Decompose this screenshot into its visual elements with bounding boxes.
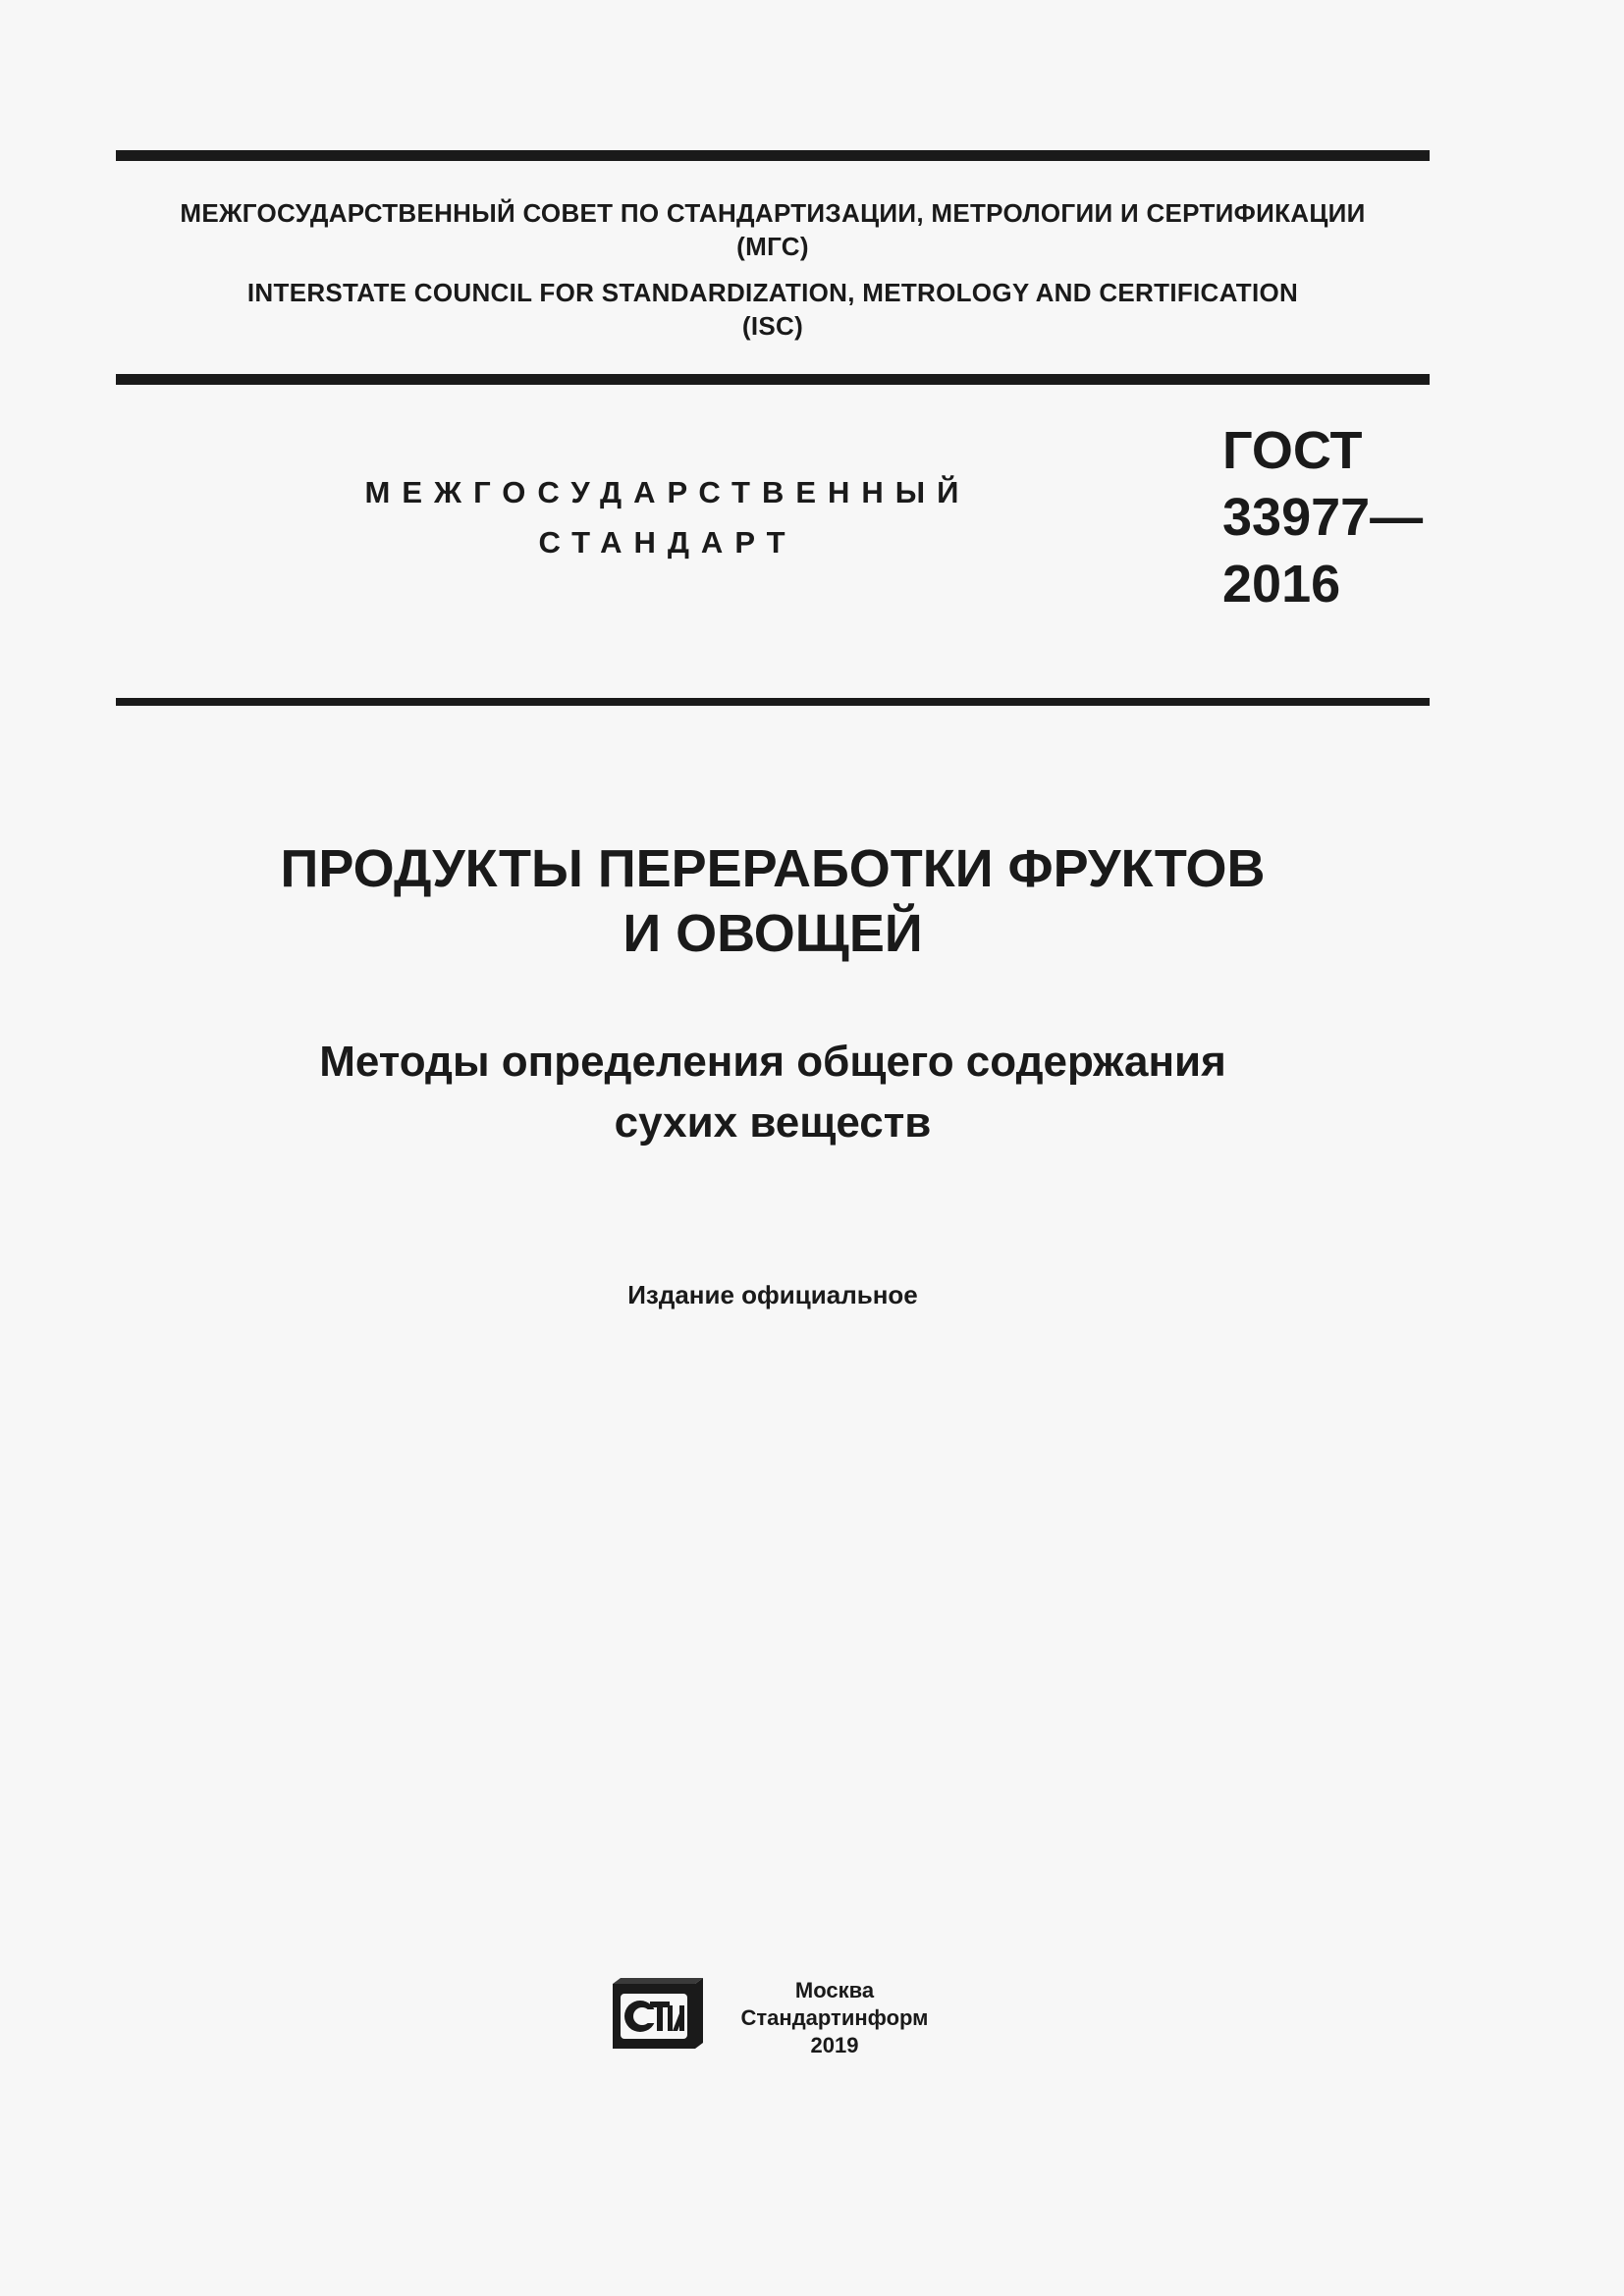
designation-number: 33977— [1222,488,1424,547]
document-subtitle [116,1032,1430,1153]
council-name-ru-line: МЕЖГОСУДАРСТВЕННЫЙ СОВЕТ ПО СТАНДАРТИЗАЦИИ, МЕТРОЛОГИИ И СЕРТИФИКАЦИИ [180,198,1366,228]
publisher-year: 2019 [810,2033,859,2057]
publisher-city: Москва [794,1978,875,2002]
publisher-block [715,1977,954,2059]
standard-type [353,467,982,567]
council-abbr-en: (ISC) [741,311,804,341]
designation-prefix: ГОСТ [1222,421,1363,480]
title-line2: И ОВОЩЕЙ [623,904,923,963]
council-abbr-ru: (МГС) [736,232,809,261]
publisher-name: Стандартинформ [740,2005,929,2030]
title-line1: ПРОДУКТЫ ПЕРЕРАБОТКИ ФРУКТОВ [280,839,1266,898]
standard-type-line2: СТАНДАРТ [538,525,797,560]
document-title [116,836,1430,966]
council-name-en [116,276,1430,343]
council-name-ru [116,196,1430,263]
subtitle-line1: Методы определения общего содержания [319,1038,1226,1086]
council-name-en-line: INTERSTATE COUNCIL FOR STANDARDIZATION, METROLOGY AND CERTIFICATION [246,278,1299,307]
edition-note: Издание официальное [627,1280,918,1309]
designation-year: 2016 [1222,555,1341,614]
standard-type-line1: МЕЖГОСУДАРСТВЕННЫЙ [364,475,971,509]
top-rule [116,150,1430,161]
header-divider [116,374,1430,385]
standartinform-logo-icon [611,1978,705,2053]
subtitle-line2: сухих веществ [614,1098,932,1147]
designation-divider [116,698,1430,706]
standard-designation [1222,417,1423,617]
